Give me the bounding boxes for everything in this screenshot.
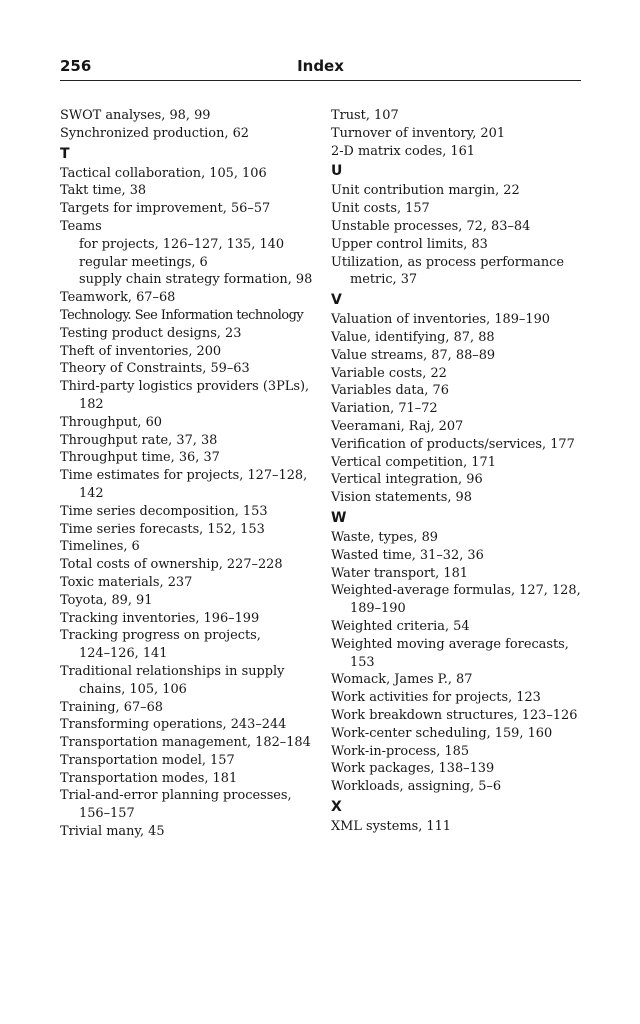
index-subentry: supply chain strategy formation, 98	[79, 272, 313, 288]
index-entry: Theory of Constraints, 59–63	[60, 361, 250, 377]
index-entry-continuation: 182	[79, 396, 104, 412]
index-entry-continuation: 142	[79, 485, 104, 501]
index-entry: SWOT analyses, 98, 99	[60, 108, 211, 123]
index-subentry: regular meetings, 6	[79, 254, 208, 270]
index-entry: Work breakdown structures, 123–126	[331, 707, 578, 723]
index-entry: Valuation of inventories, 189–190	[331, 312, 550, 328]
index-entry: Trivial many, 45	[60, 824, 165, 840]
index-entry: Targets for improvement, 56–57	[60, 201, 271, 217]
index-letter-heading: V	[331, 292, 342, 309]
index-entry: Work-in-process, 185	[331, 743, 470, 759]
index-entry: Upper control limits, 83	[331, 236, 488, 252]
index-entry: Training, 67–68	[60, 699, 163, 715]
index-entry: Unit contribution margin, 22	[331, 183, 520, 199]
index-entry: Trial-and-error planning processes,	[60, 788, 292, 804]
index-entry: Turnover of inventory, 201	[331, 125, 506, 141]
index-entry: Total costs of ownership, 227–228	[60, 557, 283, 573]
index-entry: Throughput rate, 37, 38	[60, 432, 218, 448]
index-letter-heading: U	[331, 163, 343, 180]
header-rule	[60, 80, 581, 81]
index-entry: Transportation modes, 181	[60, 770, 238, 786]
index-entry: Verification of products/services, 177	[331, 436, 575, 452]
index-subentry: for projects, 126–127, 135, 140	[79, 236, 285, 252]
index-entry: Technology. See Information technology	[60, 307, 304, 323]
index-column-left	[60, 107, 322, 841]
index-entry: Water transport, 181	[331, 565, 468, 581]
index-entry: Trust, 107	[331, 108, 399, 123]
index-entry: Teams	[60, 218, 102, 234]
index-entry-continuation: 153	[350, 654, 375, 670]
index-entry: Weighted criteria, 54	[331, 618, 470, 634]
index-entry: Vertical integration, 96	[331, 472, 483, 488]
index-entry: Veeramani, Raj, 207	[331, 418, 464, 434]
index-entry: Vertical competition, 171	[331, 454, 496, 470]
index-letter-heading: W	[331, 509, 347, 526]
index-entry: Third-party logistics providers (3PLs),	[60, 379, 310, 395]
index-entry: Time series forecasts, 152, 153	[60, 521, 265, 537]
running-head-title: Index	[297, 57, 344, 75]
index-entry: Time estimates for projects, 127–128,	[60, 468, 308, 484]
index-entry: Toxic materials, 237	[60, 574, 193, 590]
index-entry: 2-D matrix codes, 161	[331, 143, 476, 159]
index-entry: Tracking inventories, 196–199	[60, 610, 260, 626]
index-letter-heading: T	[60, 145, 70, 162]
index-entry: Womack, James P., 87	[331, 672, 473, 688]
index-entry: XML systems, 111	[331, 818, 451, 834]
index-entry: Toyota, 89, 91	[60, 592, 153, 608]
index-entry: Throughput time, 36, 37	[60, 450, 220, 466]
index-entry: Wasted time, 31–32, 36	[331, 547, 484, 563]
index-entry: Teamwork, 67–68	[60, 290, 176, 306]
index-entry: Transportation management, 182–184	[60, 735, 311, 751]
index-entry: Work activities for projects, 123	[331, 690, 541, 706]
index-entry: Value streams, 87, 88–89	[331, 347, 496, 363]
index-entry: Transforming operations, 243–244	[60, 717, 287, 733]
index-entry: Variables data, 76	[331, 383, 449, 399]
index-entry: Waste, types, 89	[331, 529, 438, 545]
index-entry: Transportation model, 157	[60, 752, 235, 768]
index-entry-continuation: chains, 105, 106	[79, 681, 187, 697]
index-entry-continuation: 189–190	[350, 601, 406, 617]
page-number: 256	[60, 57, 92, 75]
index-entry: Weighted moving average forecasts,	[331, 636, 569, 652]
index-letter-heading: X	[331, 798, 342, 815]
index-entry: Traditional relationships in supply	[60, 663, 285, 679]
index-entry: Unstable processes, 72, 83–84	[331, 218, 531, 234]
index-entry: Vision statements, 98	[331, 490, 472, 506]
index-entry: Variable costs, 22	[331, 365, 447, 381]
index-entry: Testing product designs, 23	[60, 325, 242, 341]
index-entry: Theft of inventories, 200	[60, 343, 222, 359]
index-entry: Timelines, 6	[60, 539, 140, 555]
index-entry: Throughput, 60	[60, 414, 163, 430]
index-entry-continuation: 156–157	[79, 806, 135, 822]
index-entry: Tactical collaboration, 105, 106	[60, 165, 267, 181]
index-entry: Value, identifying, 87, 88	[331, 329, 495, 345]
index-entry: Workloads, assigning, 5–6	[331, 779, 502, 795]
index-entry: Unit costs, 157	[331, 201, 430, 217]
index-entry: Work packages, 138–139	[331, 761, 495, 777]
index-entry: Tracking progress on projects,	[60, 628, 261, 644]
index-entry: Takt time, 38	[60, 183, 147, 199]
index-entry: Utilization, as process performance	[331, 254, 564, 270]
index-entry: Weighted-average formulas, 127, 128,	[331, 583, 581, 599]
index-entry-continuation: metric, 37	[350, 272, 418, 288]
index-column-right	[331, 107, 587, 836]
index-entry: Time series decomposition, 153	[60, 503, 268, 519]
index-entry: Synchronized production, 62	[60, 125, 249, 141]
index-entry: Variation, 71–72	[331, 401, 438, 417]
index-entry-continuation: 124–126, 141	[79, 646, 168, 662]
page-header	[60, 57, 581, 79]
index-entry: Work-center scheduling, 159, 160	[331, 725, 553, 741]
